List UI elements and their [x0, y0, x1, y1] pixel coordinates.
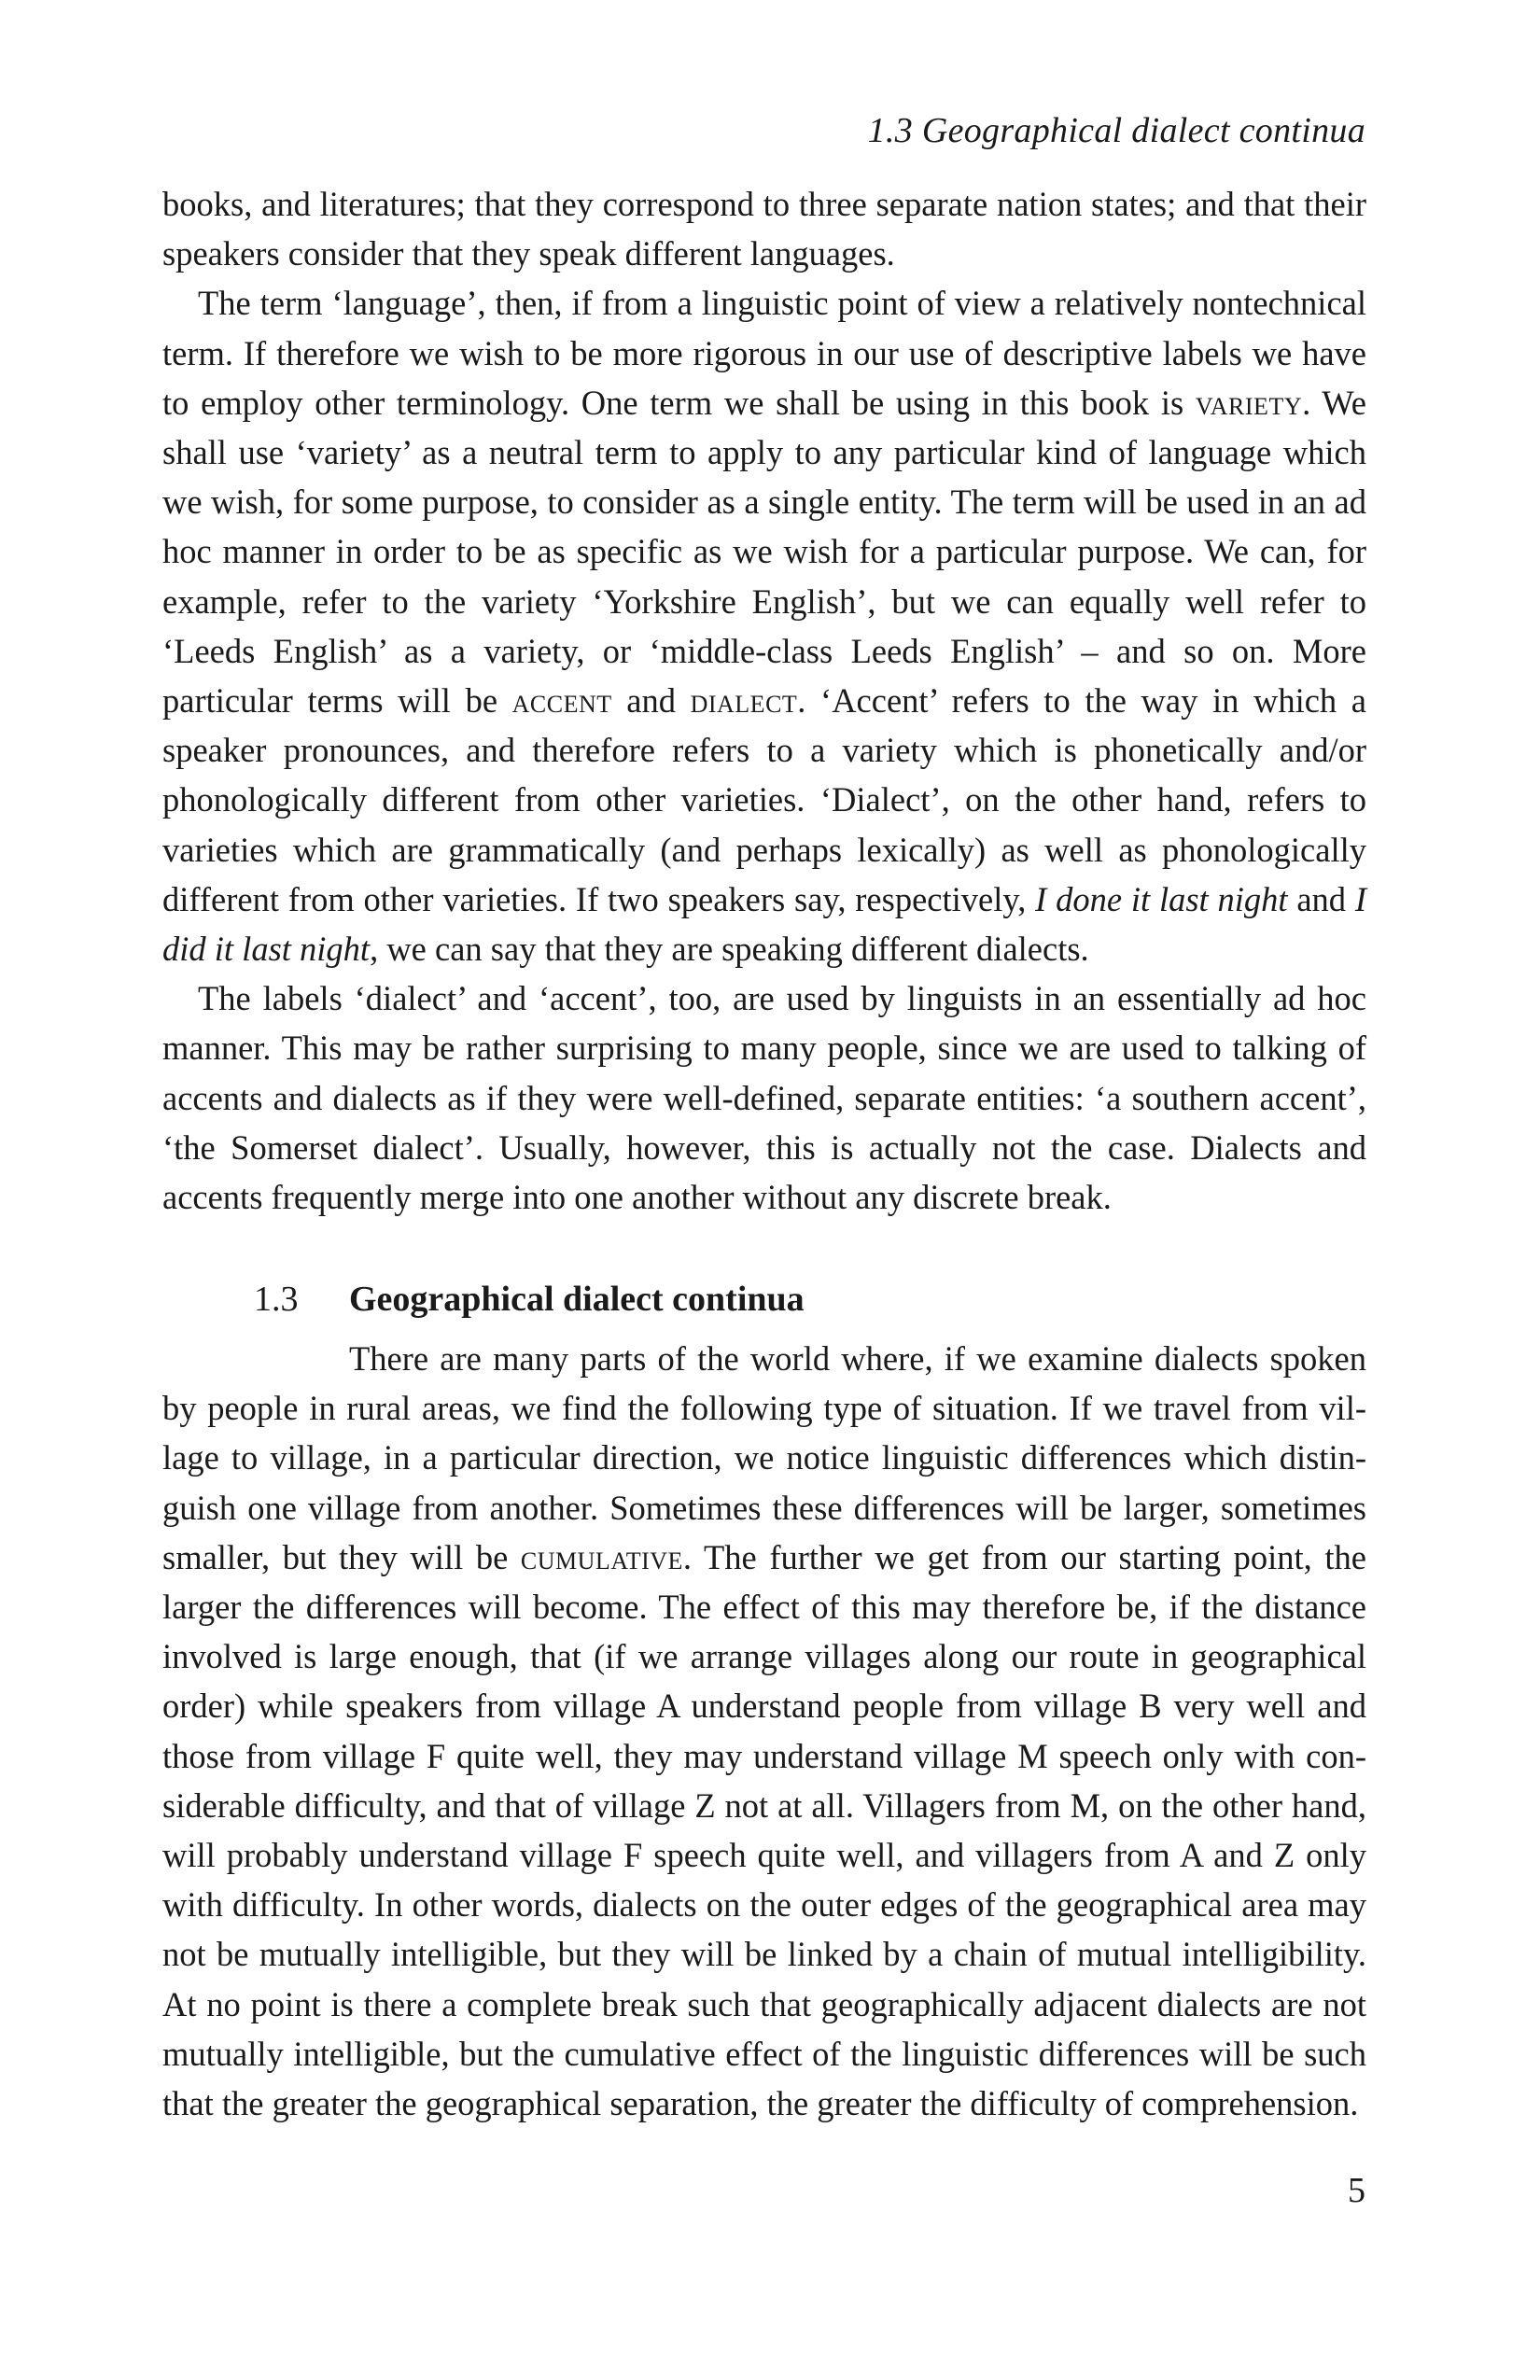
- text-run: and: [1287, 879, 1355, 918]
- small-caps-term: dialect: [690, 681, 798, 721]
- paragraph-2: [162, 278, 1366, 973]
- text-run: . ‘Accent’ refers to the way in which a speaker pronounces, and therefore refers to a variety which is phonetically and/or phonologically different from other varieties. ‘Dialect’, on the other hand, refers to varieties which are grammatically (and perhaps lexically) as well as phonologically different from other varieties. If two speakers say, respectively,: [162, 681, 1366, 918]
- section-number: 1.3: [254, 1280, 299, 1319]
- running-head-number: 1.3: [867, 111, 914, 150]
- text-run: and: [611, 681, 691, 721]
- section-paragraph: [162, 1334, 1366, 2128]
- italic-example: I did it last night: [162, 879, 1366, 969]
- text-run: . We shall use ‘variety’ as a neutral term to apply to any particular kind of language which we wish, for some purpose, to consider as a single entity. The term will be used in an ad hoc manner in order to be as specific as we wish for a particular purpose. We can, for example, refer to the variety ‘Yorkshire English’, but we can equally well refer to ‘Leeds English’ as a variety, or ‘middle-class Leeds English’ – and so on. More particular terms will be: [162, 383, 1366, 721]
- paragraph-1: [162, 179, 1366, 278]
- paragraph-3: [162, 973, 1366, 1222]
- text-run: The term ‘language’, then, if from a linguistic point of view a relatively nontechnical term. If therefore we wish to be more rigorous in our use of descriptive labels we have to employ other terminology. One term we shall be using in this book is: [162, 284, 1366, 422]
- text-run: . The further we get from our starting point, the larger the differences will become. The effect of this may therefore be, if the distance involved is large enough, that (if we arrange villages along our route in geographical order) while speakers from village A understand people from village B very well and those from village F quite well, they may understand village M speech only with considerable difficulty, and that of village Z not at all. Villagers from M, on the other hand, will probably understand village F speech quite well, and villagers from A and Z only with difficulty. In other words, dialects on the outer edges of the geographical area may not be mutually intelligible, but they will be linked by a chain of mutual intelligibility. At no point is there a complete break such that geographically adjacent dialects are not mutually intelligible, but the cumulative effect of the linguistic differences will be such that the greater the geographical separation, the greater the difficulty of comprehension.: [162, 1537, 1367, 2123]
- section-title: Geographical dialect continua: [349, 1280, 805, 1319]
- small-caps-term: accent: [511, 681, 612, 721]
- body-text: [162, 179, 1366, 1222]
- small-caps-term: cumulative: [520, 1537, 683, 1576]
- section-heading: [254, 1279, 805, 1320]
- running-head: [868, 110, 1365, 151]
- italic-example: I done it last night: [1035, 879, 1288, 918]
- text-run: , we can say that they are speaking different dialects.: [370, 930, 1089, 969]
- text-run: The labels ‘dialect’ and ‘accent’, too, are used by linguists in an essentially ad hoc manner. This may be rather surprising to many people, since we are used to talking of accents and dialects as if they were well-defined, separate entities: ‘a southern accent’, ‘the Somerset dialect’. Usually, however, this is actually not the case. Dialects and accents frequently merge into one another without any discrete break.: [162, 979, 1366, 1217]
- small-caps-term: variety: [1195, 383, 1303, 422]
- section-text: [162, 1334, 1366, 2128]
- text-run: books, and literatures; that they correspond to three separate nation states; and that their speakers consider that they speak different languages.: [162, 185, 1366, 273]
- page-number: 5: [1348, 2171, 1365, 2210]
- running-head-title: Geographical dialect continua: [921, 111, 1365, 150]
- text-run: There are many parts of the world where, if we examine dialects spoken by people in rural areas, we find the following type of situation. If we travel from village to village, in a particular direction, we notice linguistic differences which distinguish one village from another. Sometimes these differences will be larger, sometimes smaller, but they will be: [162, 1339, 1366, 1576]
